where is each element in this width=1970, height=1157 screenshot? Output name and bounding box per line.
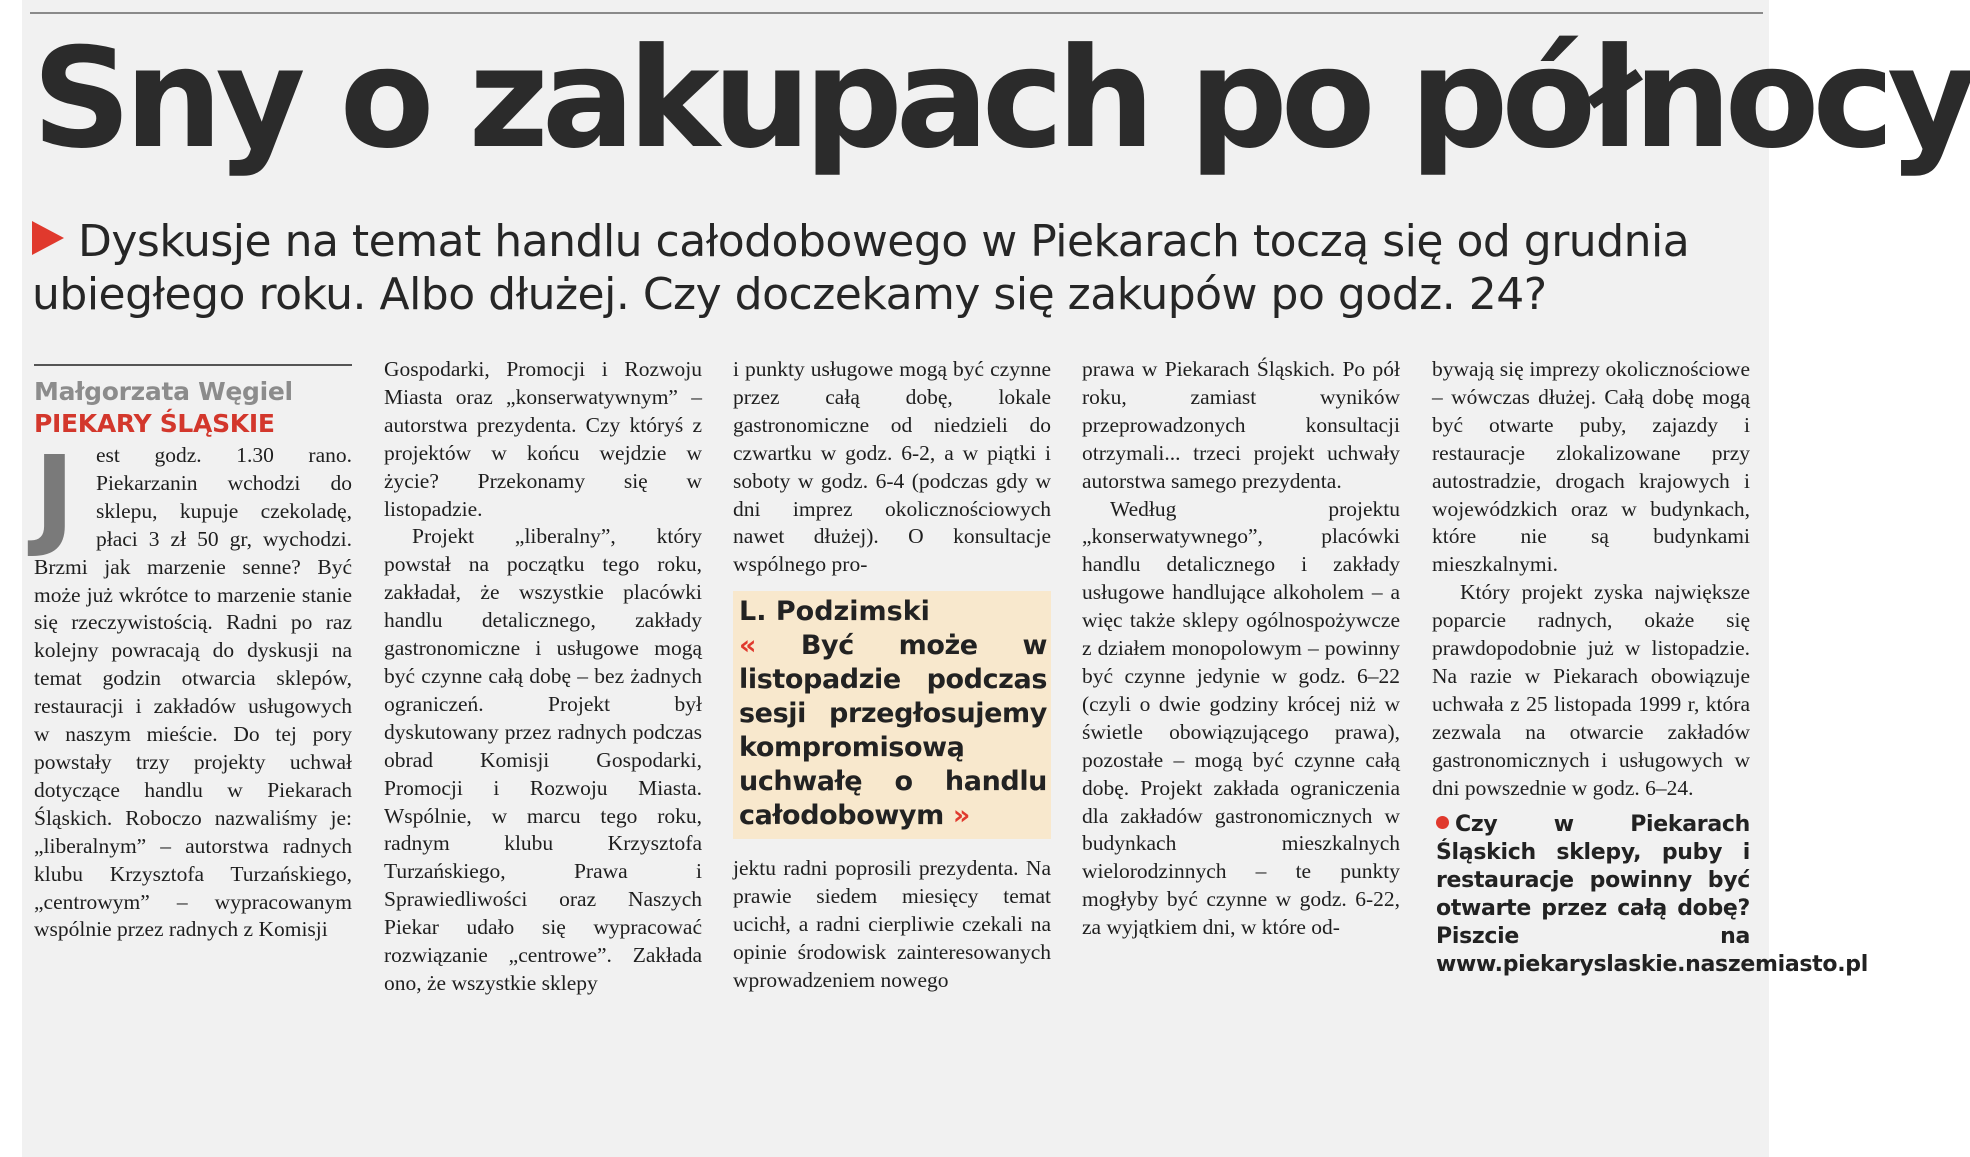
quote-open-icon: « — [739, 630, 757, 662]
bullet-icon — [1436, 816, 1449, 829]
article-paragraph: Projekt „liberalny”, który powstał na początku tego roku, zakładał, że wszystkie placówki handlu detalicznego, zakłady gastronomiczne i usługowe mogą być czynne całą dobę – bez żadnych ograniczeń. Projekt był dyskutowany przez radnych podczas obrad Komisji Gospodarki, Promocji i Rozwoju Miasta. Wspólnie, w marcu tego roku, radnym klubu Krzysztofa Turzańskiego, Prawa i Sprawiedliwości oraz Naszych Piekar udało się wypracować rozwiązanie „centrowe”. Zakłada ono, że wszystkie sklepy — [384, 524, 702, 995]
article-lead — [32, 215, 1732, 321]
article-column-1 — [34, 364, 352, 944]
paragraph-text: est godz. 1.30 rano. Piekarzanin wchodzi do sklepu, kupuje czekoladę, płaci 3 zł 50 gr, wychodzi. Brzmi jak marzenie senne? Być może już wkrótce to marzenie stanie się rzeczywistością. Radni po raz kolejny powracają do dyskusji na temat godzin otwarcia sklepów, restauracji i zakładów usługowych w naszym mieście. Do tej pory powstały trzy projekty uchwał dotyczące handlu w Piekarach Śląskich. Roboczo nazwaliśmy je: „liberalnym” – autorstwa radnych klubu Krzysztofa Turzańskiego, „centrowym” – wypracowanym wspólnie przez radnych z Komisji — [34, 443, 352, 942]
article-column-4 — [1082, 356, 1400, 942]
article-column-5 — [1432, 356, 1868, 979]
lead-arrow-icon — [32, 221, 64, 255]
article-column-2 — [384, 356, 702, 998]
pull-quote — [733, 591, 1051, 839]
article-column-3 — [733, 356, 1051, 995]
article-paragraph: jektu radni poprosili prezydenta. Na prawie siedem miesięcy temat ucichł, a radni cierpliwie czekali na opinie środowisk zainteresowanych wprowadzeniem nowego — [733, 856, 1051, 992]
article-paragraph: prawa w Piekarach Śląskich. Po pół roku, zamiast wyników przeprowadzonych konsultacji otrzymali... trzeci projekt uchwały autorstwa samego prezydenta. — [1082, 357, 1400, 493]
quote-text: Być może w listopadzie podczas sesji przegłosujemy kompromisową uchwałę o handlu całodobowym — [739, 630, 1048, 832]
quote-close-icon: » — [952, 800, 970, 832]
dateline-place: PIEKARY ŚLĄSKIE — [34, 409, 275, 438]
callout-text: Czy w Piekarach Śląskich sklepy, puby i restauracje powinny być otwarte przez całą dobę? Piszcie na www.piekaryslaskie.naszemiasto.pl — [1436, 811, 1868, 977]
article-paragraph: Gospodarki, Promocji i Rozwoju Miasta oraz „konserwatywnym” – autorstwa prezydenta. Czy któryś z projektów w końcu wejdzie w życie? Przekonamy się w listopadzie. — [384, 357, 702, 521]
quote-text-block — [739, 629, 1047, 833]
article-paragraph: Który projekt zyska największe poparcie radnych, okaże się prawdopodobnie już w listopadzie. Na razie w Piekarach obowiązuje uchwała z 25 listopada 1999 r, która zezwala na otwarcie zakładów gastronomicznych i usługowych w dni powszednie w godz. 6–24. — [1432, 580, 1750, 800]
dropcap-letter: J — [34, 432, 75, 560]
author-name: Małgorzata Węgiel — [34, 377, 293, 406]
quote-author: L. Podzimski — [739, 596, 930, 628]
article-headline: Sny o zakupach po północy — [32, 18, 1970, 179]
article-paragraph: Według projektu „konserwatywnego”, placówki handlu detalicznego i zakłady usługowe handlujące alkoholem – a więc także sklepy ogólnospożywcze z działem monopolowym – powinny być czynne jedynie w godz. 6–22 (czyli o dwie godziny krócej niż w świetle obowiązującego prawa), pozostałe – mogą być czynne całą dobę. Projekt zakłada ograniczenia dla zakładów gastronomicznych w budynkach mieszkalnych wielorodzinnych – te punkty mogłyby być czynne w godz. 6-22, za wyjątkiem dni, w które od- — [1082, 496, 1400, 940]
top-rule — [30, 12, 1763, 14]
reader-callout — [1432, 811, 1868, 979]
lead-text: Dyskusje na temat handlu całodobowego w Piekarach toczą się od grudnia ubiegłego roku. Albo dłużej. Czy doczekamy się zakupów po godz. 24? — [32, 216, 1690, 320]
article-paragraph: bywają się imprezy okolicznościowe – wówczas dłużej. Całą dobę mogą być otwarte puby, zajazdy i restauracje zlokalizowane przy autostradzie, drogach krajowych i wojewódzkich oraz w budynkach, które nie są budynkami mieszkalnymi. — [1432, 357, 1750, 577]
article-paragraph — [34, 432, 352, 944]
article-paragraph: i punkty usługowe mogą być czynne przez całą dobę, lokale gastronomiczne od niedzieli do czwartku w godz. 6-2, a w piątki i soboty w godz. 6-4 (podczas gdy w dni imprez okolicznościowych nawet dłużej). O konsultacje wspólnego pro- — [733, 357, 1051, 577]
